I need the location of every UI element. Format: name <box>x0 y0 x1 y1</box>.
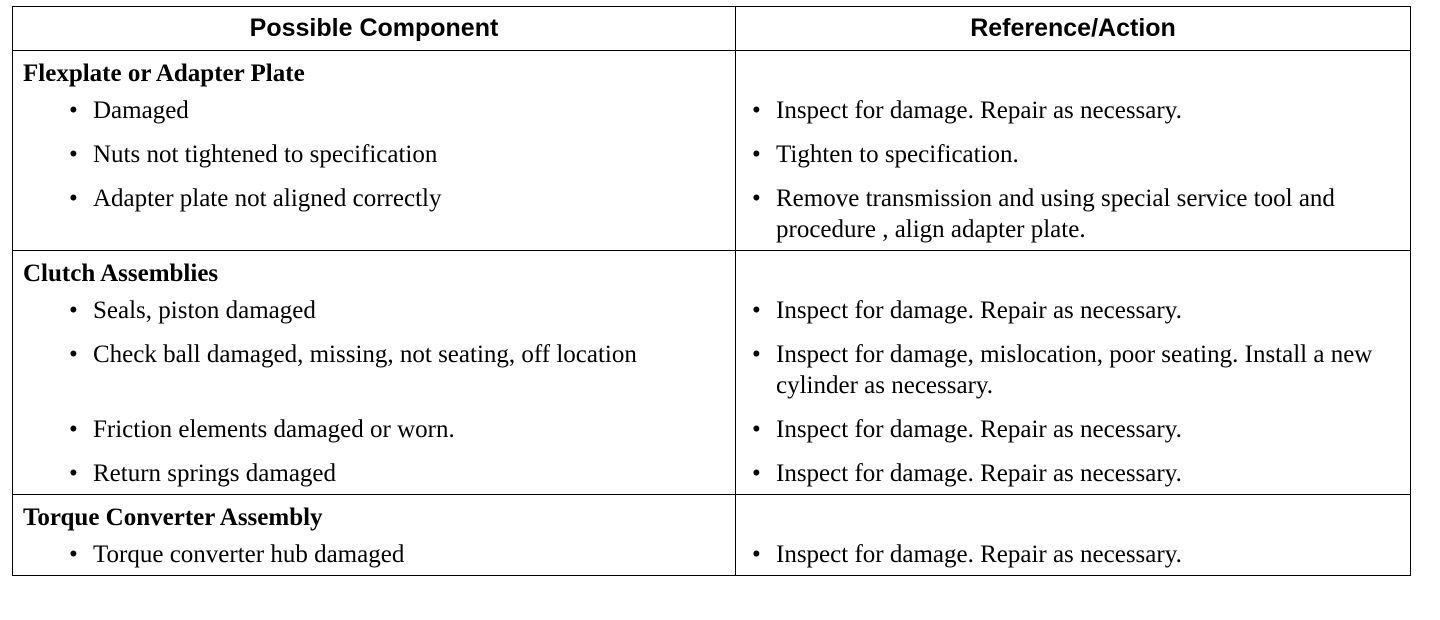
bullet-icon: • <box>69 141 78 168</box>
table-row <box>13 95 1411 139</box>
bullet-icon: • <box>752 460 761 487</box>
header-possible-component: Possible Component <box>13 7 736 51</box>
bullet-icon: • <box>69 97 78 124</box>
header-reference-action: Reference/Action <box>736 7 1411 51</box>
table-row <box>13 539 1411 576</box>
action-text: Tighten to specification. <box>776 141 1019 168</box>
action-text: Inspect for damage. Repair as necessary. <box>776 416 1182 443</box>
bullet-icon: • <box>69 460 78 487</box>
action-text: Inspect for damage. Repair as necessary. <box>776 97 1182 124</box>
group-title: Flexplate or Adapter Plate <box>23 60 305 87</box>
component-text: Torque converter hub damaged <box>93 541 405 568</box>
bullet-icon: • <box>69 297 78 324</box>
component-text: Friction elements damaged or worn. <box>93 416 455 443</box>
bullet-icon: • <box>69 341 78 368</box>
diagnosis-table <box>12 6 1411 576</box>
bullet-icon: • <box>752 541 761 568</box>
bullet-icon: • <box>752 141 761 168</box>
action-text: Inspect for damage, mislocation, poor seating. Install a new cylinder as necessary. <box>776 341 1373 399</box>
component-text: Damaged <box>93 97 189 124</box>
action-text: Remove transmission and using special service tool and procedure , align adapter plate. <box>776 185 1335 243</box>
action-text: Inspect for damage. Repair as necessary. <box>776 541 1182 568</box>
bullet-icon: • <box>752 185 761 212</box>
group-title: Clutch Assemblies <box>23 260 219 287</box>
group-row-torque-converter <box>13 495 1411 540</box>
table-row <box>13 139 1411 183</box>
bullet-icon: • <box>69 416 78 443</box>
bullet-icon: • <box>752 341 761 368</box>
table-row <box>13 295 1411 339</box>
bullet-icon: • <box>69 185 78 212</box>
action-text: Inspect for damage. Repair as necessary. <box>776 460 1182 487</box>
action-text: Inspect for damage. Repair as necessary. <box>776 297 1182 324</box>
header-row <box>13 7 1411 51</box>
table-row <box>13 339 1411 414</box>
bullet-icon: • <box>752 297 761 324</box>
group-row-clutch <box>13 251 1411 296</box>
bullet-icon: • <box>752 416 761 443</box>
component-text: Check ball damaged, missing, not seating, off location <box>93 341 637 368</box>
bullet-icon: • <box>69 541 78 568</box>
component-text: Adapter plate not aligned correctly <box>93 185 442 212</box>
table-row <box>13 414 1411 458</box>
component-text: Seals, piston damaged <box>93 297 316 324</box>
table-row <box>13 183 1411 251</box>
table-row <box>13 458 1411 495</box>
component-text: Return springs damaged <box>93 460 337 487</box>
group-title: Torque Converter Assembly <box>23 504 323 531</box>
group-row-flexplate <box>13 51 1411 96</box>
component-text: Nuts not tightened to specification <box>93 141 438 168</box>
bullet-icon: • <box>752 97 761 124</box>
